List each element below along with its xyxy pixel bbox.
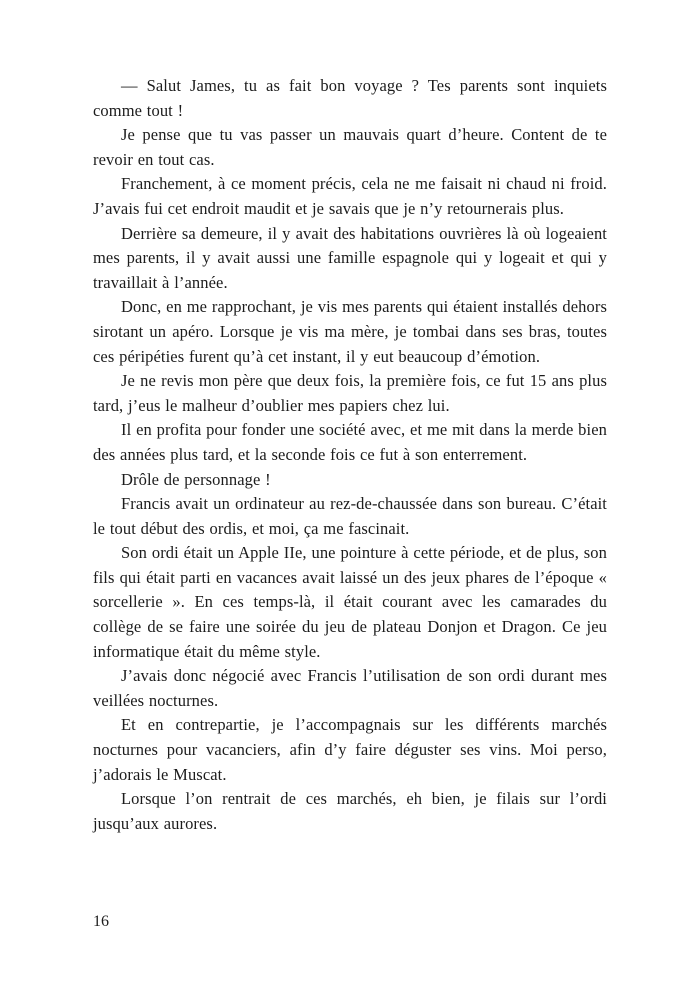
paragraph: J’avais donc négocié avec Francis l’utilisation de son ordi durant mes veillées nocturnes. [93,666,607,710]
paragraph: Il en profita pour fonder une société avec, et me mit dans la merde bien des années plus tard, et la seconde fois ce fut à son enterrement. [93,420,607,464]
paragraph: Et en contrepartie, je l’accompagnais sur les différents marchés nocturnes pour vacanciers, afin d’y faire déguster ses vins. Moi perso, j’adorais le Muscat. [93,715,607,784]
paragraph: Donc, en me rapprochant, je vis mes parents qui étaient installés dehors sirotant un apéro. Lorsque je vis ma mère, je tombai dans ses bras, toutes ces péripéties furent qu’à cet instant, il y eut beaucoup d’émotion. [93,297,607,366]
paragraph: Drôle de personnage ! [121,469,271,489]
text-block [93,74,607,836]
paragraph: Je pense que tu vas passer un mauvais quart d’heure. Content de te revoir en tout cas. [93,125,607,169]
paragraph: Son ordi était un Apple IIe, une pointure à cette période, et de plus, son fils qui était parti en vacances avait laissé un des jeux phares de l’époque « sorcellerie ». En ces temps-là, il était courant avec les camarades du collège de se faire une soirée du jeu de plateau Donjon et Dragon. Ce jeu informatique était du même style. [93,543,607,661]
book-page [93,74,607,836]
paragraph: Franchement, à ce moment précis, cela ne me faisait ni chaud ni froid. J’avais fui cet endroit maudit et je savais que je n’y retournerais plus. [93,174,607,218]
page-number: 16 [93,913,109,930]
paragraph: Derrière sa demeure, il y avait des habitations ouvrières là où logeaient mes parents, il y avait aussi une famille espagnole qui y logeait et qui y travaillait à l’année. [93,223,607,292]
paragraph: Lorsque l’on rentrait de ces marchés, eh bien, je filais sur l’ordi jusqu’aux aurores. [93,789,607,833]
paragraph: — Salut James, tu as fait bon voyage ? Tes parents sont inquiets comme tout ! [93,76,607,120]
paragraph: Francis avait un ordinateur au rez-de-chaussée dans son bureau. C’était le tout début des ordis, et moi, ça me fascinait. [93,494,607,538]
paragraph: Je ne revis mon père que deux fois, la première fois, ce fut 15 ans plus tard, j’eus le malheur d’oublier mes papiers chez lui. [93,371,607,415]
